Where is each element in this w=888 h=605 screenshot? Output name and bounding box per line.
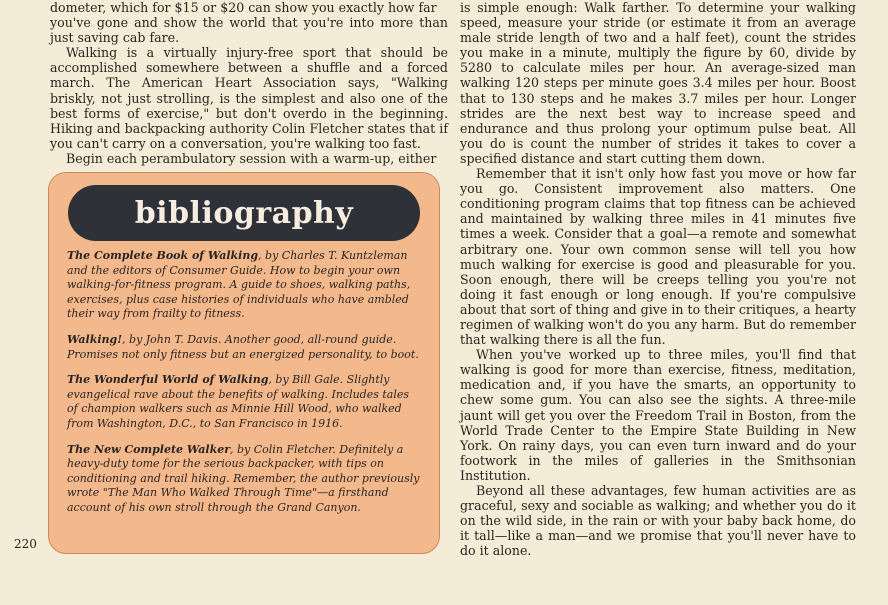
bibliography-entry bbox=[67, 249, 423, 322]
book-title: Walking! bbox=[67, 332, 123, 346]
book-title: The Wonderful World of Walking bbox=[67, 373, 269, 387]
book-description: , by Bill Gale. Slightly evangelical rave about the benefits of walking. Includes tales of champion walkers such as Minnie Hill Wood, who walked from Washington, D.C., to San Francisco in 1916. bbox=[67, 373, 410, 430]
body-paragraph: Begin each perambulatory session with a warm-up, either bbox=[66, 150, 437, 166]
left-column bbox=[50, 0, 448, 166]
page-number: 220 bbox=[14, 537, 37, 551]
body-paragraph: Walking is a virtually injury-free sport that should be accomplished somewhere between a shuffle and a forced march. The American Heart Association says, "Walking briskly, not just strolling, is the simplest and also one of the best forms of exercise," but don't overdo in the beginning. Hiking and backpacking authority Colin Fletcher states that if you can't carry on a conversation, you're walking too fast. bbox=[50, 45, 448, 151]
clipped-top-line: dometer, which for $15 or $20 can show you exactly how far bbox=[50, 0, 437, 15]
body-paragraph: Beyond all these advantages, few human activities are as graceful, sexy and sociable as walking; and whether you do it on the wild side, in the rain or with your baby back home, do it tall—like a man—and we promise that you'll never have to do it alone. bbox=[460, 483, 856, 559]
book-description: , by John T. Davis. Another good, all-round guide. Promises not only fitness but an energized personality, to boot. bbox=[67, 332, 419, 361]
bibliography-header bbox=[68, 185, 420, 241]
bibliography-title: bibliography bbox=[134, 195, 354, 231]
body-paragraph: you've gone and show the world that you're into more than just saving cab fare. bbox=[50, 15, 448, 46]
book-description: , by Charles T. Kuntzleman and the editors of Consumer Guide. How to begin your own walking-for-fitness program. A guide to shoes, walking paths, exercises, plus case histories of individuals who have ambled their way from frailty to fitness. bbox=[67, 249, 411, 321]
body-paragraph: Remember that it isn't only how fast you move or how far you go. Consistent improvement also matters. One conditioning program claims that top fitness can be achieved and maintained by walking three miles in 41 minutes five times a week. Consider that a goal—a remote and somewhat arbitrary one. Your own common sense will tell you how much walking for exercise is good and pleasurable for you. Soon enough, there will be creeps telling you you're not doing it fast enough or long enough. If you're compulsive about that sort of thing and give in to their critiques, a hearty regimen of walking won't do you any harm. But do remember that walking there is all the fun. bbox=[460, 166, 856, 348]
book-description: , by Colin Fletcher. Definitely a heavy-duty tome for the serious backpacker, with tips on conditioning and trail hiking. Remember, the author previously wrote "The Man Who Walked Through Time"—a firsthand account of his own stroll through the Grand Canyon. bbox=[67, 442, 420, 514]
bibliography-entry bbox=[67, 373, 423, 431]
bibliography-entry bbox=[67, 443, 423, 516]
right-column bbox=[460, 0, 856, 558]
bibliography-box bbox=[48, 172, 440, 554]
bibliography-entries bbox=[67, 249, 423, 527]
bibliography-entry bbox=[67, 333, 423, 362]
book-title: The New Complete Walker bbox=[67, 442, 230, 456]
book-title: The Complete Book of Walking bbox=[67, 249, 259, 262]
body-paragraph: is simple enough: Walk farther. To determine your walking speed, measure your stride (or estimate it from an average male stride length of two and a half feet), count the strides you make in a minute, multiply the figure by 60, divide by 5280 to calculate miles per hour. An average-sized man walking 120 steps per minute goes 3.4 miles per hour. Boost that to 130 steps and he makes 3.7 miles per hour. Longer strides are the next best way to increase speed and endurance and thus prolong your optimum pulse beat. All you do is count the number of strides it takes to cover a specified distance and start cutting them down. bbox=[460, 0, 856, 166]
body-paragraph: When you've worked up to three miles, you'll find that walking is good for more than exercise, fitness, meditation, medication and, if you have the smarts, an opportunity to chew some gum. You can also see the sights. A three-mile jaunt will get you over the Freedom Trail in Boston, from the World Trade Center to the Empire State Building in New York. On rainy days, you can even turn inward and do your footwork in the miles of galleries in the Smithsonian Institution. bbox=[460, 347, 856, 483]
